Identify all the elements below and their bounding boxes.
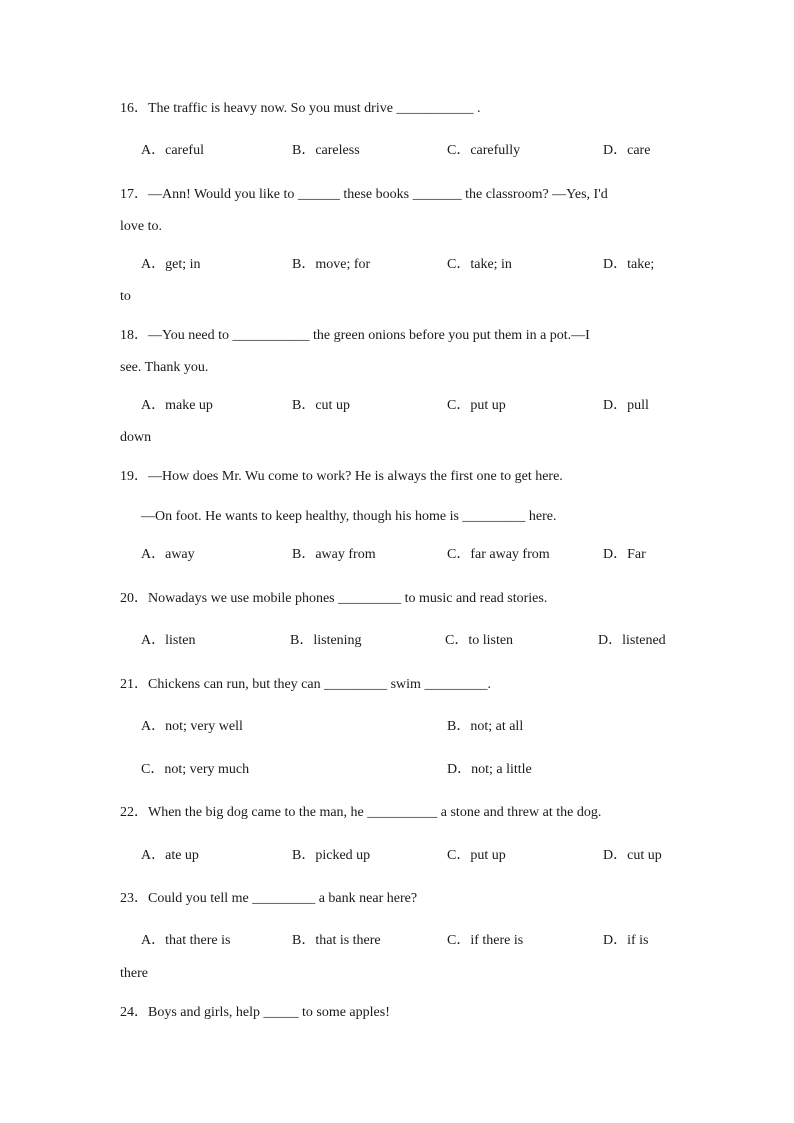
- q23-option-c[interactable]: C．if there is: [447, 933, 524, 948]
- q19-option-d[interactable]: D．Far: [603, 547, 646, 562]
- q17-option-c[interactable]: C．take; in: [447, 257, 512, 272]
- q18-option-b[interactable]: B．cut up: [292, 398, 350, 413]
- q21-option-d[interactable]: D．not; a little: [447, 762, 532, 777]
- question-18-line2: see. Thank you.: [120, 360, 209, 375]
- question-19-line2: —On foot. He wants to keep healthy, though his home is _________ here.: [141, 509, 557, 524]
- q17-option-a[interactable]: A．get; in: [141, 257, 201, 272]
- question-18-line1: 18．—You need to ___________ the green onions before you put them in a pot.—I: [120, 328, 590, 343]
- q16-option-a[interactable]: A．careful: [141, 143, 204, 158]
- q16-option-d[interactable]: D．care: [603, 143, 651, 158]
- question-20: 20．Nowadays we use mobile phones _________ to music and read stories.: [120, 591, 548, 606]
- question-16: 16．The traffic is heavy now. So you must drive ___________ .: [120, 101, 481, 116]
- question-19-line1: 19．—How does Mr. Wu come to work? He is always the first one to get here.: [120, 469, 563, 484]
- question-21: 21．Chickens can run, but they can _________ swim _________.: [120, 677, 491, 692]
- q16-option-b[interactable]: B．careless: [292, 143, 360, 158]
- question-23: 23．Could you tell me _________ a bank near here?: [120, 891, 418, 906]
- question-24: 24．Boys and girls, help _____ to some apples!: [120, 1005, 390, 1020]
- q22-option-c[interactable]: C．put up: [447, 848, 506, 863]
- q19-option-c[interactable]: C．far away from: [447, 547, 550, 562]
- q20-option-c[interactable]: C．to listen: [445, 633, 514, 648]
- q21-option-c[interactable]: C．not; very much: [141, 762, 250, 777]
- q21-option-a[interactable]: A．not; very well: [141, 719, 243, 734]
- question-17-line2: love to.: [120, 219, 162, 234]
- question-17-line1: 17．—Ann! Would you like to ______ these books _______ the classroom? —Yes, I'd: [120, 187, 608, 202]
- q20-option-a[interactable]: A．listen: [141, 633, 196, 648]
- question-22: 22．When the big dog came to the man, he __________ a stone and threw at the dog.: [120, 805, 602, 820]
- q16-option-c[interactable]: C．carefully: [447, 143, 521, 158]
- q22-option-b[interactable]: B．picked up: [292, 848, 371, 863]
- q22-option-d[interactable]: D．cut up: [603, 848, 662, 863]
- q19-option-a[interactable]: A．away: [141, 547, 195, 562]
- q22-option-a[interactable]: A．ate up: [141, 848, 199, 863]
- q18-option-c[interactable]: C．put up: [447, 398, 506, 413]
- q20-option-b[interactable]: B．listening: [290, 633, 362, 648]
- q18-option-a[interactable]: A．make up: [141, 398, 213, 413]
- q21-option-b[interactable]: B．not; at all: [447, 719, 524, 734]
- q18-option-d-continuation: down: [120, 430, 152, 445]
- q17-option-d[interactable]: D．take;: [603, 257, 655, 272]
- q20-option-d[interactable]: D．listened: [598, 633, 666, 648]
- q19-option-b[interactable]: B．away from: [292, 547, 376, 562]
- q23-option-a[interactable]: A．that there is: [141, 933, 231, 948]
- q23-option-d-continuation: there: [120, 966, 148, 981]
- q17-option-d-continuation: to: [120, 289, 131, 304]
- q23-option-d[interactable]: D．if is: [603, 933, 649, 948]
- q23-option-b[interactable]: B．that is there: [292, 933, 381, 948]
- q17-option-b[interactable]: B．move; for: [292, 257, 371, 272]
- q18-option-d[interactable]: D．pull: [603, 398, 649, 413]
